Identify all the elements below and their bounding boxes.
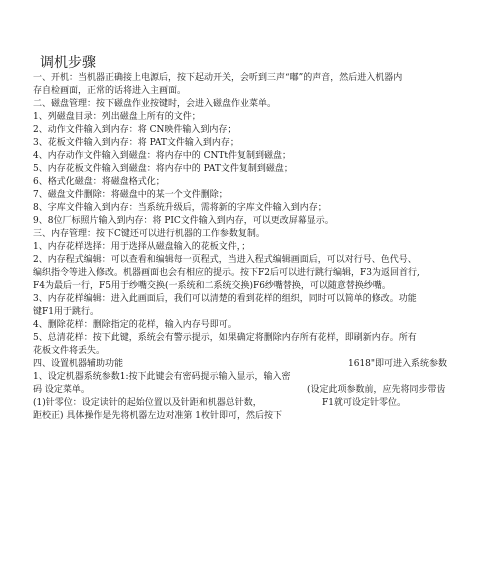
right-text-note: (设定此项参数前，应先将同步带齿 (307, 385, 446, 395)
text-line: 四、设置机器辅助功能 (33, 359, 124, 369)
text-line: 7、磁盘文件删除：将磁盘中的某一个文件删除； (33, 190, 228, 200)
text-line: 编织指令等进入修改。机器画面也会有相应的提示。按下F2后可以进行跳行编辑，F3为返回首行, (33, 268, 420, 278)
right-text-system-params: 1618"即可进入系统参数 (348, 359, 448, 369)
text-line: 5、总清花样：按下此键，系统会有警示提示，如果确定将删除内存所有花样，即刷新内存。所有 (33, 333, 417, 343)
text-line: 4、删除花样：删除指定的花样，输入内存号即可。 (33, 320, 237, 330)
text-line: 距校正) 具体操作是先将机器左边对准第 1枚针即可，然后按下 (33, 411, 282, 421)
text-line: 1、列磁盘目录：列出磁盘上所有的文件； (33, 112, 201, 122)
text-line: 键F1用于跳行。 (33, 307, 99, 317)
text-line: (1)针零位：设定读针的起始位置以及针距和机器总针数， (33, 398, 262, 408)
text-line: 1、内存花样选择：用于选择从磁盘输入的花板文件，； (33, 242, 251, 252)
text-line: 5、内存花板文件输入到磁盘：将内存中的 PAT文件复制到磁盘； (33, 164, 293, 174)
text-line: 8、字库文件输入到内存：当系统升级后，需将新的字库文件输入到内存； (33, 203, 327, 213)
text-line: 码 设定菜单。 (33, 385, 90, 395)
text-line: 3、内存花样编辑：进入此画面后，我们可以清楚的看到花样的组织，同时可以简单的修改。功能 (33, 294, 417, 304)
text-line: 二、磁盘管理：按下磁盘作业按键时，会进入磁盘作业菜单。 (33, 99, 277, 109)
text-line: 一、开机：当机器正确接上电源后，按下起动开关，会听到三声“嘟”的声音，然后进入机器内 (33, 73, 403, 83)
text-line: 9、8位厂标照片输入到内存：将 PIC文件输入到内存，可以更改屏幕显示。 (33, 216, 334, 226)
text-line: 2、动作文件输入到内存：将 CN映件输入到内存； (33, 125, 237, 135)
text-line: F4为最后一行，F5用于纱嘴交换(一系统和二系统交换)F6纱嘴替换，可以随意替换纱嘴。 (33, 281, 391, 291)
text-line: 6、格式化磁盘：将磁盘格式化； (33, 177, 165, 187)
right-text-f1: F1就可设定针零位。 (322, 398, 406, 408)
text-line: 存自检画面，正常的话将进入主画面。 (33, 86, 187, 96)
page-title: 调机步骤 (40, 55, 96, 71)
text-line: 2、内存程式编辑：可以查看和编辑每一页程式，当进入程式编辑画面后，可以对行号、色代号、 (33, 255, 417, 265)
text-line: 花板文件将丢失。 (33, 346, 106, 356)
text-line: 三、内存管理：按下C键还可以进行机器的工作参数复制。 (33, 229, 265, 239)
text-line: 1、设定机器系统参数1:按下此键会有密码提示输入显示，输入密 (33, 372, 291, 382)
text-line: 4、内存动作文件输入到磁盘：将内存中的 CNTt件复制到磁盘； (33, 151, 291, 161)
text-line: 3、花板文件输入到内存：将 PAT文件输入到内存； (33, 138, 239, 148)
